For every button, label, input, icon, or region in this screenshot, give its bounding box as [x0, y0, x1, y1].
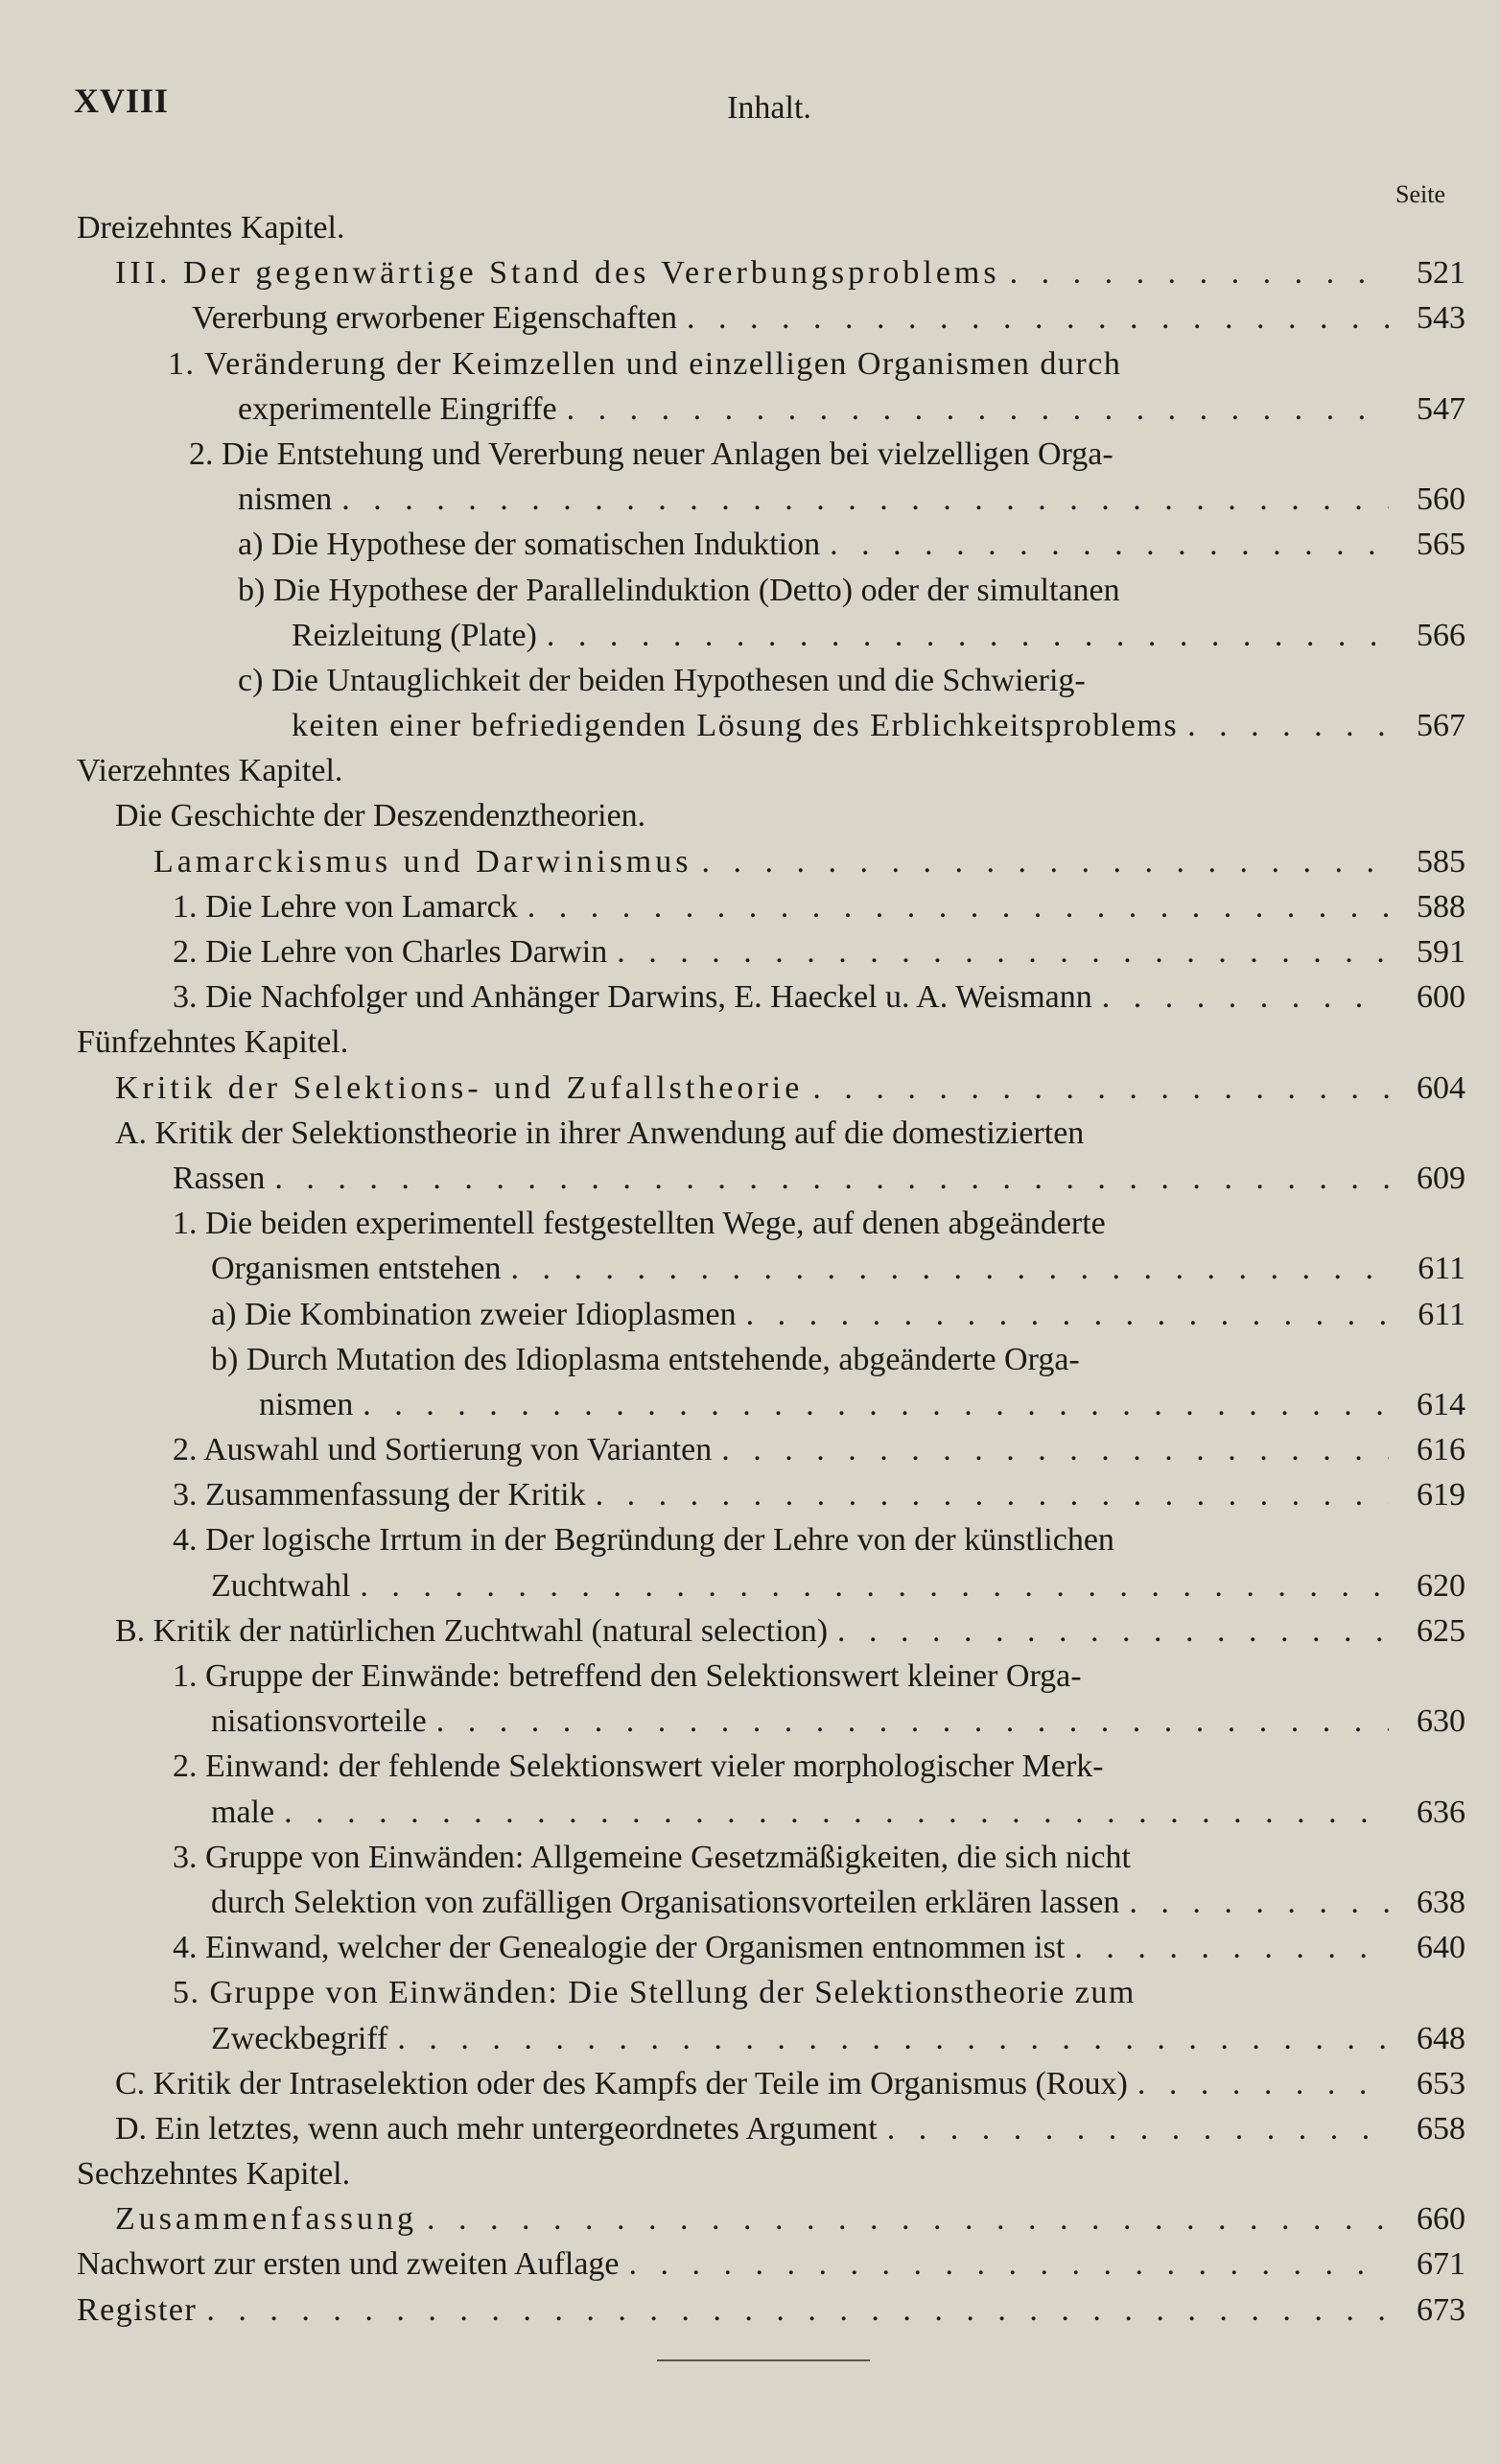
toc-entry [77, 477, 1465, 522]
toc-entry [77, 793, 1465, 838]
toc-entry [77, 703, 1465, 748]
toc-entry-text: Kritik der Selektions- und Zufallstheorie [115, 1069, 804, 1106]
toc-entry-text: 3. Zusammenfassung der Kritik [173, 1477, 586, 1514]
toc-entry [77, 1246, 1465, 1291]
toc-entry [77, 2106, 1465, 2151]
toc-entry [77, 748, 1465, 793]
leader-dots [887, 2106, 1389, 2151]
toc-entry [77, 1020, 1465, 1065]
toc-entry [77, 2061, 1465, 2106]
toc-entry [77, 2151, 1465, 2196]
leader-dots [284, 1790, 1389, 1835]
toc-entry-text: Vererbung erworbener Eigenschaften [192, 300, 677, 337]
toc-entry-text: nismen [238, 481, 333, 518]
toc-page-number: 616 [1417, 1432, 1465, 1468]
toc-entry-text: C. Kritik der Intraselektion oder des Kampfs der Teile im Organismus (Roux) [115, 2065, 1128, 2101]
leader-dots [830, 522, 1389, 567]
toc-entry-text: b) Durch Mutation des Idioplasma entstehende, abgeänderte Orga- [211, 1341, 1080, 1377]
toc-page-number: 620 [1417, 1567, 1465, 1604]
toc-entry-text: III. Der gegenwärtige Stand des Vererbungsproblems [115, 255, 1000, 292]
toc-page-number: 636 [1417, 1794, 1465, 1830]
toc-entry [77, 522, 1465, 567]
toc-entry [77, 1880, 1465, 1925]
toc-page-number: 611 [1418, 1251, 1465, 1287]
toc-page-number: 630 [1417, 1703, 1465, 1740]
toc-entry [77, 1654, 1465, 1699]
toc-page-number: 521 [1417, 255, 1465, 292]
leader-dots [721, 1427, 1389, 1472]
page-column-label: Seite [1395, 180, 1445, 208]
toc-entry-text: 5. Gruppe von Einwänden: Die Stellung der Selektionstheorie zum [173, 1975, 1136, 2011]
toc-entry [77, 1970, 1465, 2015]
toc-entry-text: Dreizehntes Kapitel. [77, 210, 345, 246]
toc-page-number: 625 [1417, 1612, 1465, 1649]
toc-entry-text: A. Kritik der Selektionstheorie in ihrer Anwendung auf die domestizierten [115, 1115, 1085, 1151]
toc-entry [77, 1835, 1465, 1880]
toc-entry [77, 1744, 1465, 1789]
leader-dots [746, 1292, 1389, 1337]
toc-page-number: 611 [1418, 1296, 1465, 1332]
toc-entry [77, 974, 1465, 1020]
toc-entry-text: 2. Die Entstehung und Vererbung neuer Anlagen bei vielzelligen Orga- [189, 435, 1113, 472]
toc-entry [77, 2288, 1465, 2333]
toc-page-number: 566 [1417, 617, 1465, 653]
toc-entry-text: Reizleitung (Plate) [292, 617, 537, 653]
toc-entry [77, 432, 1465, 477]
toc-entry [77, 1427, 1465, 1472]
leader-dots [360, 1563, 1389, 1608]
leader-dots [427, 2196, 1389, 2241]
toc-entry [77, 1382, 1465, 1427]
leader-dots [510, 1246, 1389, 1291]
toc-entry-text: 4. Der logische Irrtum in der Begründung der Lehre von der künstlichen [173, 1522, 1114, 1559]
toc-entry [77, 929, 1465, 974]
leader-dots [397, 2016, 1389, 2061]
toc-entry-text: b) Die Hypothese der Parallelinduktion (Detto) oder der simultanen [238, 572, 1120, 608]
toc-entry-text: 4. Einwand, welcher der Genealogie der Organismen entnommen ist [173, 1930, 1066, 1966]
toc-page-number: 567 [1417, 708, 1465, 744]
leader-dots [629, 2241, 1390, 2287]
toc-entry-text: Rassen [173, 1160, 266, 1196]
page-title: Inhalt. [727, 90, 811, 126]
toc-entry-text: Zusammenfassung [115, 2201, 417, 2238]
toc-entry [77, 2241, 1465, 2287]
toc-page-number: 638 [1417, 1884, 1465, 1920]
leader-dots [837, 1608, 1389, 1654]
toc-page-number: 560 [1417, 481, 1465, 518]
toc-page-number: 565 [1417, 527, 1465, 563]
leader-dots [617, 929, 1389, 974]
toc-entry [77, 341, 1465, 387]
toc-entry [77, 613, 1465, 658]
toc-page-number: 658 [1417, 2110, 1465, 2147]
toc-entry [77, 2016, 1465, 2061]
toc-page-number: 547 [1417, 390, 1465, 427]
toc-entry-text: male [211, 1794, 275, 1830]
leader-dots [1137, 2061, 1389, 2106]
toc-page-number: 660 [1417, 2201, 1465, 2238]
toc-entry-text: Die Geschichte der Deszendenztheorien. [115, 798, 646, 834]
toc-entry [77, 1111, 1465, 1156]
toc-entry-text: keiten einer befriedigenden Lösung des Erblichkeitsproblems [292, 708, 1179, 744]
toc-entry [77, 568, 1465, 613]
toc-entry [77, 1472, 1465, 1517]
toc-entry-text: 1. Gruppe der Einwände: betreffend den Selektionswert kleiner Orga- [173, 1658, 1082, 1694]
toc-entry-text: B. Kritik der natürlichen Zuchtwahl (natural selection) [115, 1612, 829, 1649]
toc-entry [77, 1608, 1465, 1654]
toc-page-number: 671 [1417, 2246, 1465, 2283]
toc-page-number: 619 [1417, 1477, 1465, 1514]
toc-entry [77, 1066, 1465, 1111]
leader-dots [702, 839, 1390, 884]
toc-entry-text: Zweckbegriff [211, 2020, 388, 2056]
toc-entry-text: Zuchtwahl [211, 1567, 351, 1604]
leader-dots [206, 2288, 1389, 2333]
table-of-contents [77, 205, 1465, 2333]
toc-page-number: 673 [1417, 2291, 1465, 2328]
toc-page-number: 604 [1417, 1069, 1465, 1106]
leader-dots [436, 1699, 1389, 1744]
toc-page-number: 588 [1417, 888, 1465, 925]
toc-entry [77, 658, 1465, 703]
toc-entry [77, 884, 1465, 929]
toc-entry-text: 1. Veränderung der Keimzellen und einzelligen Organismen durch [168, 345, 1122, 382]
toc-entry-text: Fünfzehntes Kapitel. [77, 1024, 349, 1061]
leader-dots [547, 613, 1389, 658]
toc-entry [77, 1699, 1465, 1744]
toc-page-number: 640 [1417, 1930, 1465, 1966]
toc-entry [77, 1201, 1465, 1246]
toc-entry-text: nismen [259, 1386, 354, 1422]
toc-entry [77, 250, 1465, 295]
toc-entry-text: Sechzehntes Kapitel. [77, 2156, 351, 2193]
toc-entry-text: Organismen entstehen [211, 1251, 502, 1287]
toc-entry [77, 205, 1465, 250]
toc-page-number: 591 [1417, 934, 1465, 970]
toc-page-number: 653 [1417, 2065, 1465, 2101]
toc-page-number: 600 [1417, 979, 1465, 1016]
leader-dots [363, 1382, 1389, 1427]
toc-entry-text: 2. Einwand: der fehlende Selektionswert vieler morphologischer Merk- [173, 1748, 1104, 1785]
toc-entry [77, 1156, 1465, 1201]
toc-entry-text: nisationsvorteile [211, 1703, 427, 1740]
toc-entry-text: 2. Auswahl und Sortierung von Varianten [173, 1432, 713, 1468]
page-number: XVIII [74, 82, 170, 120]
toc-entry [77, 1563, 1465, 1608]
leader-dots [567, 387, 1389, 432]
toc-page-number: 543 [1417, 300, 1465, 337]
toc-entry-text: D. Ein letztes, wenn auch mehr untergeordnetes Argument [115, 2110, 878, 2147]
toc-entry [77, 2196, 1465, 2241]
leader-dots [812, 1066, 1389, 1111]
leader-dots [596, 1472, 1389, 1517]
toc-entry [77, 387, 1465, 432]
toc-entry [77, 839, 1465, 884]
toc-entry-text: 3. Gruppe von Einwänden: Allgemeine Gesetzmäßigkeiten, die sich nicht [173, 1839, 1131, 1875]
toc-entry [77, 1790, 1465, 1835]
toc-entry-text: 3. Die Nachfolger und Anhänger Darwins, E. Haeckel u. A. Weismann [173, 979, 1092, 1016]
toc-entry [77, 1337, 1465, 1382]
toc-entry-text: Nachwort zur ersten und zweiten Auflage [77, 2246, 620, 2283]
leader-dots [1074, 1925, 1389, 1970]
leader-dots [1129, 1880, 1389, 1925]
toc-entry-text: a) Die Kombination zweier Idioplasmen [211, 1296, 737, 1332]
toc-entry-text: 1. Die Lehre von Lamarck [173, 888, 518, 925]
leader-dots [1187, 703, 1389, 748]
toc-entry-text: 2. Die Lehre von Charles Darwin [173, 934, 608, 970]
toc-entry-text: a) Die Hypothese der somatischen Induktion [238, 527, 821, 563]
toc-entry-text: 1. Die beiden experimentell festgestellten Wege, auf denen abgeänderte [173, 1206, 1106, 1242]
toc-entry [77, 1925, 1465, 1970]
leader-dots [1010, 250, 1389, 295]
leader-dots [527, 884, 1389, 929]
leader-dots [341, 477, 1389, 522]
toc-entry [77, 1292, 1465, 1337]
toc-entry-text: Lamarckismus und Darwinismus [153, 843, 692, 880]
toc-entry-text: Register [77, 2291, 198, 2328]
leader-dots [687, 295, 1389, 340]
footer-rule [657, 2359, 870, 2361]
toc-page-number: 609 [1417, 1160, 1465, 1196]
toc-entry-text: Vierzehntes Kapitel. [77, 753, 343, 789]
leader-dots [1102, 974, 1389, 1020]
toc-entry-text: durch Selektion von zufälligen Organisationsvorteilen erklären lassen [211, 1884, 1120, 1920]
toc-entry [77, 1517, 1465, 1562]
toc-entry-text: c) Die Untauglichkeit der beiden Hypothesen und die Schwierig- [238, 662, 1086, 698]
toc-page-number: 648 [1417, 2020, 1465, 2056]
toc-entry [77, 295, 1465, 340]
toc-page-number: 614 [1417, 1386, 1465, 1422]
leader-dots [274, 1156, 1389, 1201]
toc-page-number: 585 [1417, 843, 1465, 880]
toc-entry-text: experimentelle Eingriffe [238, 390, 557, 427]
